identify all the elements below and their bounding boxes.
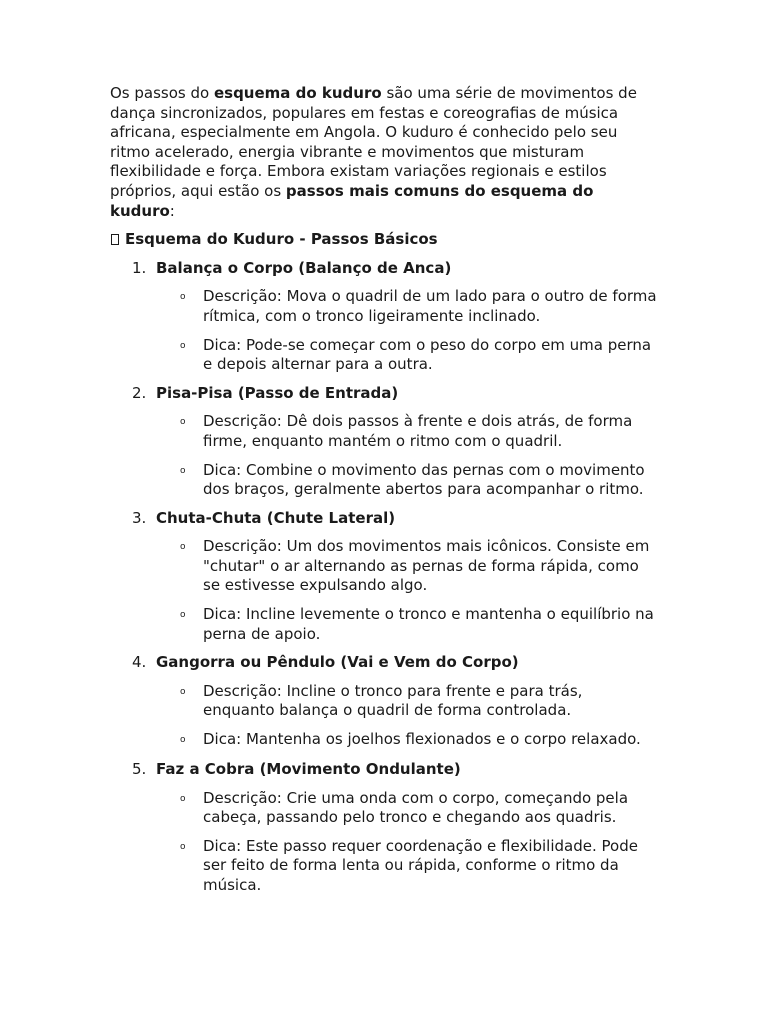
step-details-list — [110, 412, 658, 499]
section-heading-text: Esquema do Kuduro - Passos Básicos — [125, 230, 438, 249]
step-item — [110, 509, 658, 645]
intro-bold-1: esquema do kuduro — [213, 84, 382, 102]
circle-bullet-icon: o — [180, 542, 186, 553]
step-title-text: Chuta-Chuta (Chute Lateral) — [156, 508, 396, 527]
intro-bold-2: passos mais comuns do esquema do kuduro — [110, 181, 594, 220]
section-heading — [110, 230, 658, 250]
step-details-list — [110, 287, 658, 374]
step-detail-item — [110, 412, 658, 451]
step-number: 3. — [132, 508, 147, 527]
step-item — [110, 384, 658, 500]
circle-bullet-icon: o — [180, 292, 186, 303]
circle-bullet-icon: o — [180, 841, 186, 852]
circle-bullet-icon: o — [180, 793, 186, 804]
intro-text-2: são uma série de movimentos de dança sincronizados, populares em festas e coreografias de música africana, especialmente em Angola. O kuduro é conhecido pelo seu ritmo acelerado, energia vibrante e movimentos que misturam flexibilidade e força. Embora existam variações regionais e estilos próprios, aqui estão os — [110, 84, 637, 200]
step-detail-item — [110, 837, 658, 896]
step-item — [110, 653, 658, 751]
step-detail-text: Descrição: Incline o tronco para frente e para trás, enquanto balança o quadril de forma controlada. — [203, 681, 583, 720]
step-item — [110, 259, 658, 375]
step-title-text: Gangorra ou Pêndulo (Vai e Vem do Corpo) — [156, 653, 519, 672]
step-detail-text: Dica: Incline levemente o tronco e mantenha o equilíbrio na perna de apoio. — [203, 605, 654, 643]
step-title-text: Faz a Cobra (Movimento Ondulante) — [156, 760, 461, 779]
circle-bullet-icon: o — [180, 417, 186, 428]
step-item — [110, 760, 658, 896]
step-title — [110, 509, 658, 529]
step-detail-item — [110, 605, 658, 644]
step-detail-item — [110, 789, 658, 828]
step-details-list — [110, 682, 658, 751]
step-title — [110, 384, 658, 404]
step-number: 5. — [132, 760, 147, 779]
circle-bullet-icon: o — [180, 686, 186, 697]
intro-text-1: Os passos do — [110, 84, 214, 102]
missing-glyph-icon — [111, 234, 119, 245]
step-detail-text: Dica: Combine o movimento das pernas com o movimento dos braços, geralmente abertos para acompanhar o ritmo. — [203, 460, 645, 499]
circle-bullet-icon: o — [180, 735, 186, 746]
step-title — [110, 653, 658, 673]
step-title-text: Pisa-Pisa (Passo de Entrada) — [156, 383, 399, 402]
step-detail-text: Descrição: Crie uma onda com o corpo, começando pela cabeça, passando pelo tronco e chegando aos quadris. — [203, 788, 629, 827]
step-number: 1. — [132, 258, 147, 277]
step-detail-text: Dica: Pode-se começar com o peso do corpo em uma perna e depois alternar para a outra. — [203, 335, 652, 374]
step-detail-item — [110, 537, 658, 596]
step-detail-text: Descrição: Mova o quadril de um lado para o outro de forma rítmica, com o tronco ligeiramente inclinado. — [203, 287, 657, 325]
circle-bullet-icon: o — [180, 340, 186, 351]
step-detail-text: Dica: Este passo requer coordenação e flexibilidade. Pode ser feito de forma lenta ou rápida, conforme o ritmo da música. — [203, 836, 638, 894]
step-detail-text: Descrição: Um dos movimentos mais icônicos. Consiste em "chutar" o ar alternando as pernas de forma rápida, como se estivesse expulsando algo. — [203, 537, 650, 595]
step-detail-text: Dica: Mantenha os joelhos flexionados e o corpo relaxado. — [203, 730, 641, 749]
step-detail-item — [110, 461, 658, 500]
step-detail-item — [110, 730, 658, 751]
step-details-list — [110, 789, 658, 896]
intro-text-3: : — [169, 201, 175, 220]
step-details-list — [110, 537, 658, 644]
circle-bullet-icon: o — [180, 465, 186, 476]
steps-list — [110, 259, 658, 896]
step-title — [110, 259, 658, 279]
document-page — [110, 84, 658, 896]
step-title-text: Balança o Corpo (Balanço de Anca) — [156, 258, 452, 277]
step-title — [110, 760, 658, 780]
step-number: 2. — [132, 383, 147, 402]
step-detail-item — [110, 287, 658, 326]
intro-paragraph — [110, 84, 658, 221]
circle-bullet-icon: o — [180, 610, 186, 621]
step-detail-text: Descrição: Dê dois passos à frente e dois atrás, de forma firme, enquanto mantém o ritmo com o quadril. — [203, 412, 633, 450]
step-detail-item — [110, 682, 658, 721]
step-detail-item — [110, 336, 658, 375]
step-number: 4. — [132, 653, 147, 672]
